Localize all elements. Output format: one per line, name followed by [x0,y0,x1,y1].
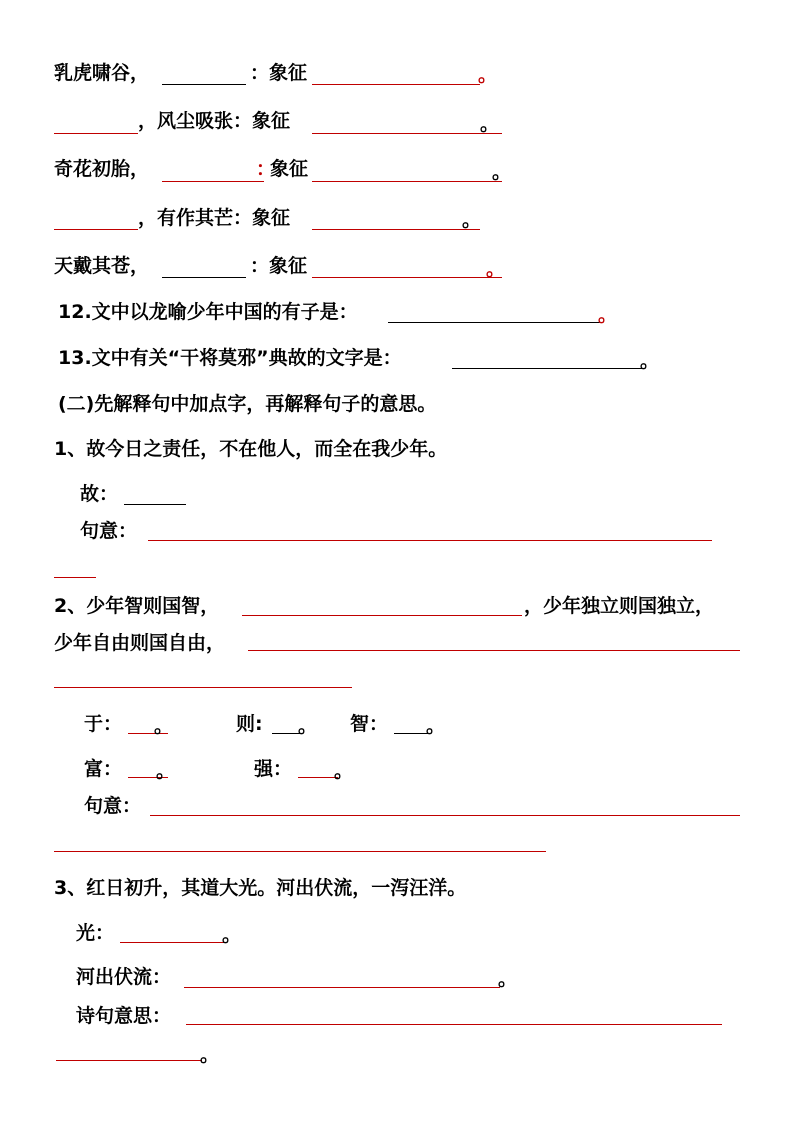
blank-q1-meaning-2[interactable] [54,577,96,578]
blank-tiandai-1[interactable] [162,277,246,278]
blank-q2-3[interactable] [54,687,352,688]
label-qiang: 强： [254,758,293,780]
period: 。 [478,64,498,86]
label-ze: 则: [236,713,263,735]
label-guang: 光： [76,922,115,944]
blank-qihua-1[interactable] [162,181,264,182]
blank-qihua-2[interactable] [312,181,502,182]
blank-q2-meaning-1[interactable] [150,815,740,816]
blank-q3-meaning-2[interactable] [56,1060,202,1061]
question-12: 12.文中以龙喻少年中国的有子是： [58,301,358,323]
line-tiandai-prefix: 天戴其苍， [54,255,150,277]
period: 。 [480,113,500,135]
blank-guang[interactable] [120,942,224,943]
line-ruhu-symbol: ：象征 [250,62,308,84]
period: 。 [486,258,506,280]
period: 。 [640,350,660,372]
label-zhi: 智： [350,713,389,735]
label-q1-meaning: 句意： [80,520,138,542]
line-qihua-symbol: 象征 [270,158,309,180]
question-2-part2: ，少年独立则国独立， [524,595,715,617]
section-heading: (二)先解释句中加点字，再解释句子的意思。 [58,393,437,415]
label-gu: 故： [80,483,119,505]
blank-q2-1[interactable] [242,615,522,616]
line-ruhu-prefix: 乳虎啸谷， [54,62,150,84]
blank-tiandai-2[interactable] [312,277,502,278]
blank-zhi[interactable] [394,733,428,734]
period: 。 [298,715,318,737]
question-13: 13.文中有关“干将莫邪”典故的文字是： [58,347,402,369]
blank-q2-meaning-2[interactable] [54,851,546,852]
label-fu: 富： [84,758,123,780]
label-yu: 于： [84,713,123,735]
question-3: 3、红日初升，其道大光。河出伏流，一泻汪洋。 [54,877,467,899]
label-q2-meaning: 句意： [84,795,142,817]
blank-q2-2[interactable] [248,650,740,651]
blank-youzuo-2[interactable] [312,229,480,230]
blank-youzuo-1[interactable] [54,229,138,230]
blank-q3-meaning-1[interactable] [186,1024,722,1025]
blank-gu[interactable] [124,504,186,505]
colon-red: ： [256,158,276,180]
blank-q12[interactable] [388,322,600,323]
period: 。 [334,760,354,782]
period: 。 [154,715,174,737]
period: 。 [156,760,176,782]
line-tiandai-symbol: ：象征 [250,255,308,277]
question-2-part1: 2、少年智则国智， [54,595,220,617]
blank-q1-meaning-1[interactable] [148,540,712,541]
blank-qiang[interactable] [298,777,338,778]
period: 。 [492,161,512,183]
blank-fengchen-2[interactable] [312,133,502,134]
line-youzuo: ，有作其芒：象征 [138,207,291,229]
line-fengchen: ，风尘吸张：象征 [138,110,291,132]
blank-ruhu-1[interactable] [162,84,246,85]
label-q3-meaning: 诗句意思： [76,1005,172,1027]
period: 。 [222,924,242,946]
blank-he[interactable] [184,987,500,988]
period: 。 [598,304,618,326]
period: 。 [426,715,446,737]
blank-fengchen-1[interactable] [54,133,138,134]
period: 。 [462,209,482,231]
question-1: 1、故今日之责任，不在他人，而全在我少年。 [54,438,448,460]
line-qihua-prefix: 奇花初胎， [54,158,150,180]
period: 。 [200,1044,220,1066]
period: 。 [498,968,518,990]
label-he: 河出伏流： [76,966,172,988]
question-2-part3: 少年自由则国自由， [54,632,226,654]
blank-ruhu-2[interactable] [312,84,480,85]
blank-q13[interactable] [452,368,642,369]
